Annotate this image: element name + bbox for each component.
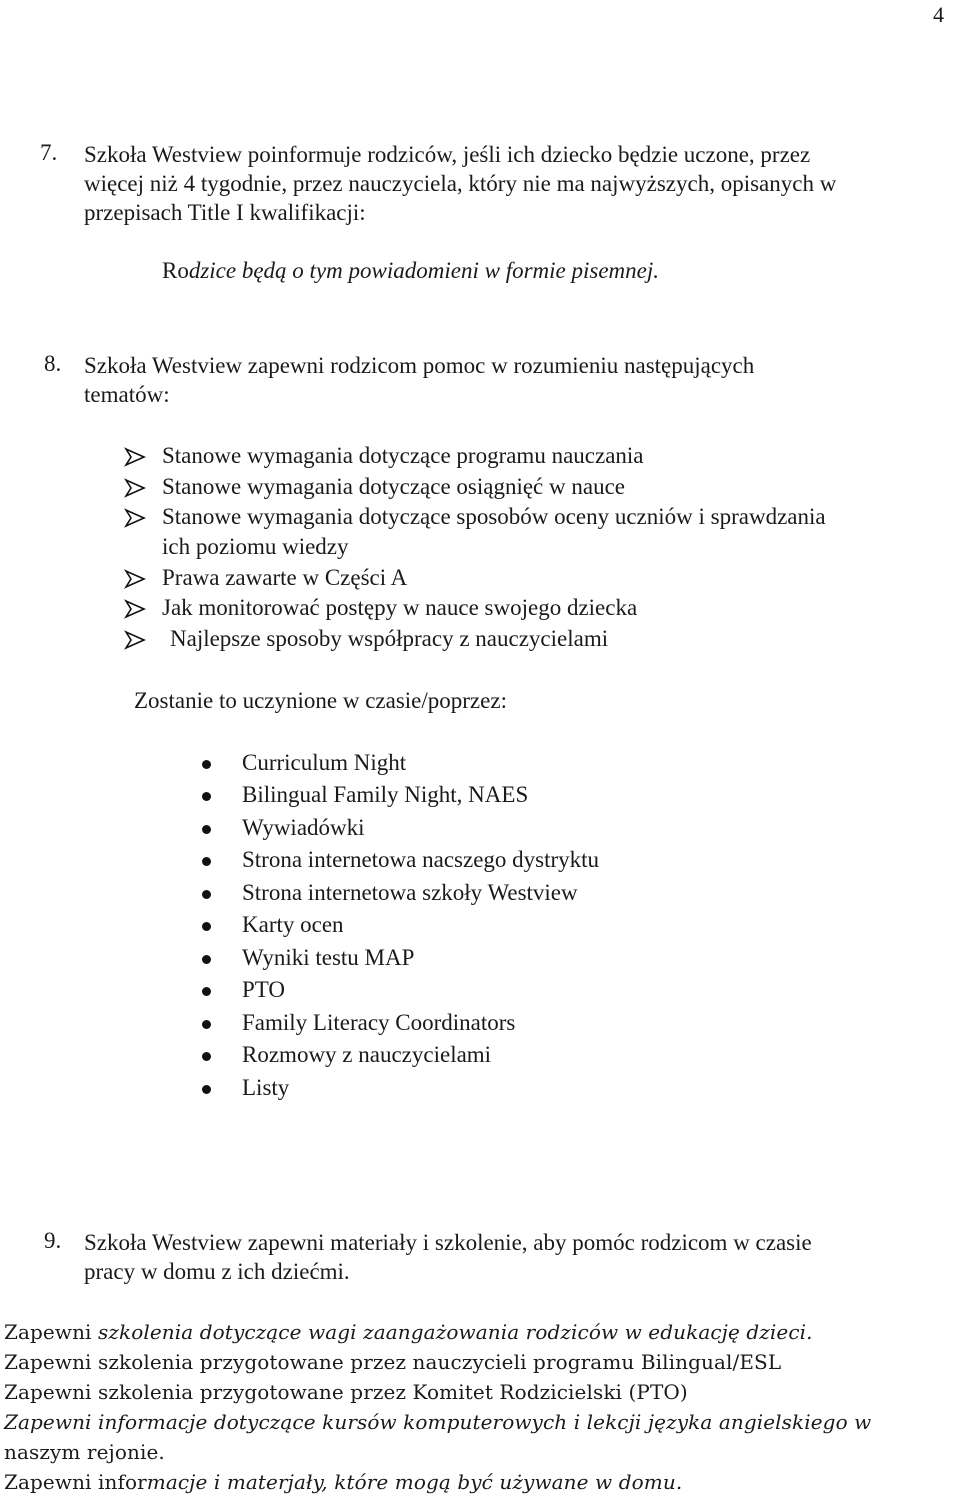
topic-item: Stanowe wymagania dotyczące programu nauczania (162, 443, 644, 468)
topic-item: Stanowe wymagania dotyczące sposobów oceny uczniów i sprawdzania (162, 504, 826, 529)
means-item: Family Literacy Coordinators (242, 1010, 516, 1035)
provision-3: Zapewni szkolenia przygotowane przez Komitet Rodzicielski (PTO) (4, 1380, 688, 1404)
item-7-note (162, 258, 659, 284)
item-8-number: 8. (44, 351, 62, 376)
arrow-bullet-icon (124, 508, 146, 528)
means-item: Wyniki testu MAP (242, 945, 415, 970)
dot-bullet-icon (202, 825, 211, 834)
item-7-line-1: Szkoła Westview poinformuje rodziców, jeśli ich dziecko będzie uczone, przez (84, 142, 811, 167)
means-item: Strona internetowa nacszego dystryktu (242, 847, 600, 872)
topic-item: Prawa zawarte w Części A (162, 565, 408, 590)
means-item: Bilingual Family Night, NAES (242, 782, 529, 807)
provision-1-prefix: Zapewni (4, 1320, 99, 1344)
topic-item: Jak monitorować postępy w nauce swojego dziecka (162, 595, 638, 620)
item-8-line-1: Szkoła Westview zapewni rodzicom pomoc w rozumieniu następujących (84, 353, 755, 378)
provision-1 (4, 1320, 813, 1344)
arrow-bullet-icon (124, 599, 146, 619)
provision-1-italic: szkolenia dotyczące wagi zaangażowania rodziców w edukację dzieci. (98, 1320, 813, 1344)
topic-item: Stanowe wymagania dotyczące osiągnięć w nauce (162, 474, 625, 499)
arrow-bullet-icon (124, 447, 146, 467)
means-heading: Zostanie to uczynione w czasie/poprzez: (134, 688, 507, 713)
provision-4-line-2: naszym rejonie. (4, 1440, 165, 1464)
topic-item: Najlepsze sposoby współpracy z nauczycielami (170, 626, 609, 651)
item-7-line-2: więcej niż 4 tygodnie, przez nauczyciela, który nie ma najwyższych, opisanych w (84, 171, 837, 196)
dot-bullet-icon (202, 1085, 211, 1094)
dot-bullet-icon (202, 1052, 211, 1061)
dot-bullet-icon (202, 922, 211, 931)
dot-bullet-icon (202, 890, 211, 899)
item-7-note-prefix: Ro (162, 258, 189, 283)
means-item: PTO (242, 977, 286, 1002)
means-item: Rozmowy z nauczycielami (242, 1042, 492, 1067)
dot-bullet-icon (202, 792, 211, 801)
page-number: 4 (933, 2, 944, 27)
provision-4-line-1: Zapewni informacje dotyczące kursów komputerowych i lekcji języka angielskiego w (4, 1410, 872, 1434)
item-7-line-3: przepisach Title I kwalifikacji: (84, 200, 366, 225)
arrow-bullet-icon (124, 569, 146, 589)
dot-bullet-icon (202, 1020, 211, 1029)
dot-bullet-icon (202, 760, 211, 769)
means-item: Curriculum Night (242, 750, 407, 775)
means-item: Strona internetowa szkoły Westview (242, 880, 578, 905)
item-9-line-1: Szkoła Westview zapewni materiały i szkolenie, aby pomóc rodzicom w czasie (84, 1230, 812, 1255)
dot-bullet-icon (202, 955, 211, 964)
item-7-note-italic: dzice będą o tym powiadomieni w formie pisemnej. (188, 258, 659, 283)
item-9-number: 9. (44, 1228, 62, 1253)
provision-5-italic: macje i materjały, które mogą być używane w domu. (146, 1470, 683, 1494)
item-8-line-2: tematów: (84, 382, 170, 407)
arrow-bullet-icon (124, 630, 146, 650)
provision-2: Zapewni szkolenia przygotowane przez nauczycieli programu Bilingual/ESL (4, 1350, 782, 1374)
arrow-bullet-icon (124, 478, 146, 498)
item-7-number: 7. (40, 140, 58, 165)
means-item: Karty ocen (242, 912, 344, 937)
means-item: Wywiadówki (242, 815, 365, 840)
means-item: Listy (242, 1075, 290, 1100)
item-9-line-2: pracy w domu z ich dziećmi. (84, 1259, 350, 1284)
dot-bullet-icon (202, 857, 211, 866)
provision-5-prefix: Zapewni infor (4, 1470, 147, 1494)
topic-item-continuation: ich poziomu wiedzy (162, 534, 349, 559)
dot-bullet-icon (202, 987, 211, 996)
provision-5 (4, 1470, 682, 1494)
